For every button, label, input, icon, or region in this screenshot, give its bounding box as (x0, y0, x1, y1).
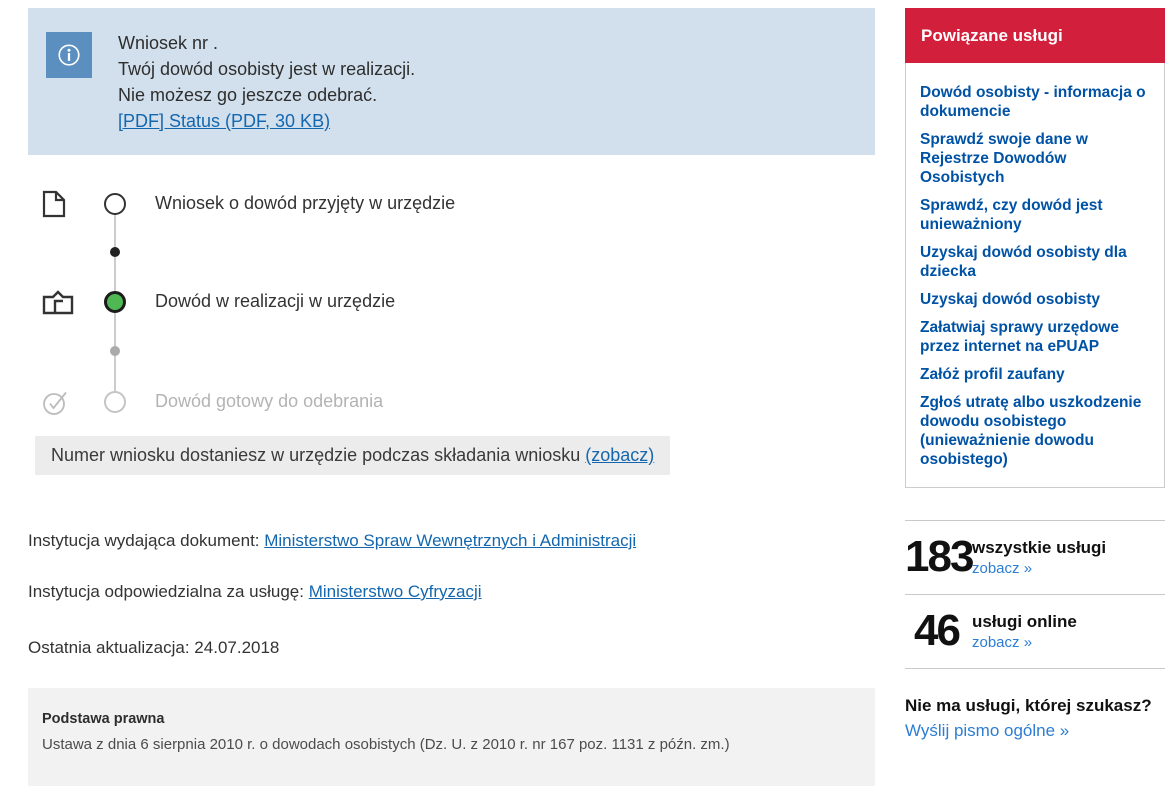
list-item (920, 243, 1150, 281)
main-column (28, 8, 875, 786)
service-not-found-block (905, 696, 1165, 741)
list-item (920, 196, 1150, 234)
status-line-1: Twój dowód osobisty jest w realizacji. (118, 59, 416, 79)
note-zobacz-link[interactable]: (zobacz) (585, 445, 655, 465)
responsible-institution-line (28, 582, 875, 602)
list-item (920, 393, 1150, 469)
issuer-label: Instytucja wydająca dokument: (28, 531, 265, 550)
related-link-profil-zaufany[interactable]: Załóż profil zaufany (920, 366, 1065, 383)
related-services-list (905, 63, 1165, 488)
related-link-uzyskaj-dowod[interactable]: Uzyskaj dowód osobisty (920, 291, 1101, 308)
step-application-received (28, 190, 875, 218)
all-services-zobacz-link[interactable]: zobacz » (972, 560, 1033, 577)
divider (905, 668, 1165, 669)
related-link-epuap[interactable]: Załatwiaj sprawy urzędowe przez internet na ePUAP (920, 319, 1119, 355)
related-link-sprawdz-uniewaznienie[interactable]: Sprawdź, czy dowód jest unieważniony (920, 197, 1103, 233)
stat-text (972, 609, 1077, 653)
list-item (920, 365, 1150, 384)
list-item (920, 290, 1150, 309)
info-icon (46, 32, 92, 78)
step-node (104, 391, 126, 413)
list-item (920, 318, 1150, 356)
related-link-dowod-informacja[interactable]: Dowód osobisty - informacja o dokumencie (920, 84, 1146, 120)
stepper-dot (110, 346, 120, 356)
online-services-count: 46 (914, 606, 959, 655)
stepper-dot (110, 247, 120, 257)
related-services-sidebar (905, 8, 1165, 741)
issuing-institution-line (28, 531, 875, 551)
step-ready-for-pickup (28, 388, 875, 416)
all-services-count: 183 (905, 532, 973, 581)
not-found-question: Nie ma usługi, której szukasz? (905, 696, 1152, 715)
check-circle-icon (42, 389, 69, 421)
status-info-banner (28, 8, 875, 155)
all-services-stat (905, 521, 1165, 594)
office-building-icon (42, 290, 74, 320)
online-services-zobacz-link[interactable]: zobacz » (972, 634, 1033, 651)
responsible-link[interactable]: Ministerstwo Cyfryzacji (308, 582, 482, 601)
send-general-letter-link[interactable]: Wyślij pismo ogólne » (905, 721, 1070, 740)
online-services-label: usługi online (972, 612, 1077, 631)
step-in-progress (28, 288, 875, 316)
list-item (920, 83, 1150, 121)
stat-text (972, 535, 1106, 579)
related-link-zglos-utrate[interactable]: Zgłoś utratę albo uszkodzenie dowodu osobistego (unieważnienie dowodu osobistego) (920, 394, 1142, 468)
note-text: Numer wniosku dostaniesz w urzędzie podczas składania wniosku (51, 445, 586, 465)
step-node (104, 193, 126, 215)
legal-basis-box (28, 688, 875, 786)
application-number-note (35, 436, 670, 475)
status-line-2: Nie możesz go jeszcze odebrać. (118, 85, 378, 105)
legal-basis-text: Ustawa z dnia 6 sierpnia 2010 r. o dowodach osobistych (Dz. U. z 2010 r. nr 167 poz. 1131 z późn. zm.) (42, 736, 730, 753)
related-link-sprawdz-dane[interactable]: Sprawdź swoje dane w Rejestrze Dowodów Osobistych (920, 131, 1088, 186)
issuer-link[interactable]: Ministerstwo Spraw Wewnętrznych i Administracji (264, 531, 637, 550)
last-update-line: Ostatnia aktualizacja: 24.07.2018 (28, 638, 280, 657)
responsible-label: Instytucja odpowiedzialna za usługę: (28, 582, 309, 601)
status-info-text (118, 30, 415, 134)
application-number: Wniosek nr . (118, 33, 219, 53)
status-pdf-link[interactable]: [PDF] Status (PDF, 30 KB) (118, 111, 331, 131)
related-link-dowod-dla-dziecka[interactable]: Uzyskaj dowód osobisty dla dziecka (920, 244, 1127, 280)
document-icon (42, 190, 66, 223)
legal-basis-title: Podstawa prawna (42, 711, 165, 727)
step-node-current (104, 291, 126, 313)
step-label: Dowód w realizacji w urzędzie (155, 291, 396, 311)
sidebar-header: Powiązane usługi (905, 8, 1165, 63)
step-label: Dowód gotowy do odebrania (155, 391, 384, 411)
online-services-stat (905, 595, 1165, 668)
list-item (920, 130, 1150, 187)
all-services-label: wszystkie usługi (972, 538, 1107, 557)
status-stepper (28, 191, 875, 427)
step-label: Wniosek o dowód przyjęty w urzędzie (155, 193, 456, 213)
